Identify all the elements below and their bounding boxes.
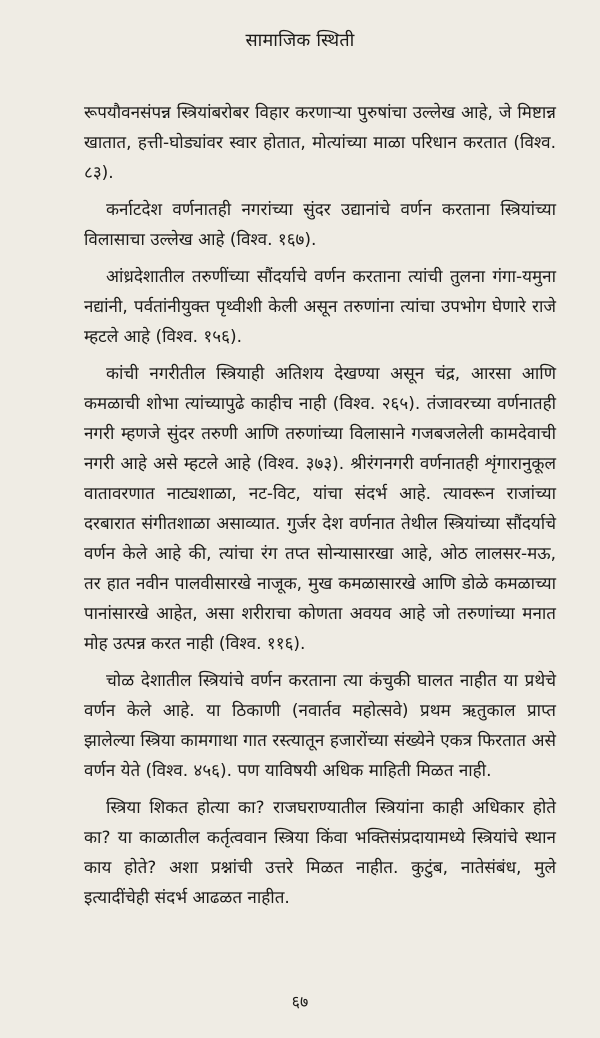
paragraph-4: कांची नगरीतील स्त्रियाही अतिशय देखण्या असून चंद्र, आरसा आणि कमळाची शोभा त्यांच्यापुढे काहीच नाही (विश्व. २६५). तंजावरच्या वर्णनातही नगरी म्हणजे सुंदर तरुणी आणि तरुणांच्या विलासाने गजबजलेली कामदेवाची नगरी आहे असे म्हटले आहे (विश्व. ३७३). श्रीरंगनगरी वर्णनातही शृंगारानुकूल वातावरणात नाट्यशाळा, नट-विट, यांचा संदर्भ आहे. त्यावरून राजांच्या दरबारात संगीतशाळा असाव्यात. गुर्जर देश वर्णनात तेथील स्त्रियांच्या सौंदर्याचे वर्णन केले आहे की, त्यांचा रंग तप्त सोन्यासारखा आहे, ओठ लालसर-मऊ, तर हात नवीन पालवीसारखे नाजूक, मुख कमळासारखे आणि डोळे कमळाच्या पानांसारखे आहेत, असा शरीराचा कोणता अवयव आहे जो तरुणांच्या मनात मोह उत्पन्न करत नाही (विश्व. ११६). <box>84 364 556 654</box>
body-text <box>84 98 556 920</box>
paragraph-1: रूपयौवनसंपन्न स्त्रियांबरोबर विहार करणाऱ्या पुरुषांचा उल्लेख आहे, जे मिष्टान्न खातात, हत्ती-घोड्यांवर स्वार होतात, मोत्यांच्या माळा परिधान करतात (विश्व. ८३). <box>84 103 556 183</box>
page-number: ६७ <box>291 992 309 1011</box>
paragraph-6: स्त्रिया शिकत होत्या का? राजघराण्यातील स्त्रियांना काही अधिकार होते का? या काळातील कर्तृत्ववान स्त्रिया किंवा भक्तिसंप्रदायामध्ये स्त्रियांचे स्थान काय होते? अशा प्रश्नांची उत्तरे मिळत नाहीत. कुटुंब, नातेसंबंध, मुले इत्यादींचेही संदर्भ आढळत नाहीत. <box>84 798 556 908</box>
running-head: सामाजिक स्थिती <box>245 30 355 51</box>
paragraph-2: कर्नाटदेश वर्णनातही नगरांच्या सुंदर उद्यानांचे वर्णन करताना स्त्रियांच्या विलासाचा उल्लेख आहे (विश्व. १६७). <box>84 200 556 250</box>
paragraph-3: आंध्रदेशातील तरुणींच्या सौंदर्याचे वर्णन करताना त्यांची तुलना गंगा-यमुना नद्यांनी, पर्वतांनीयुक्त पृथ्वीशी केली असून तरुणांना त्यांचा उपभोग घेणारे राजे म्हटले आहे (विश्व. १५६). <box>84 267 556 347</box>
paragraph-5: चोळ देशातील स्त्रियांचे वर्णन करताना त्या कंचुकी घालत नाहीत या प्रथेचे वर्णन केले आहे. या ठिकाणी (नवार्तव महोत्सवे) प्रथम ऋतुकाल प्राप्त झालेल्या स्त्रिया कामगाथा गात रस्त्यातून हजारोंच्या संख्येने एकत्र फिरतात असे वर्णन येते (विश्व. ४५६). पण याविषयी अधिक माहिती मिळत नाही. <box>84 671 556 781</box>
